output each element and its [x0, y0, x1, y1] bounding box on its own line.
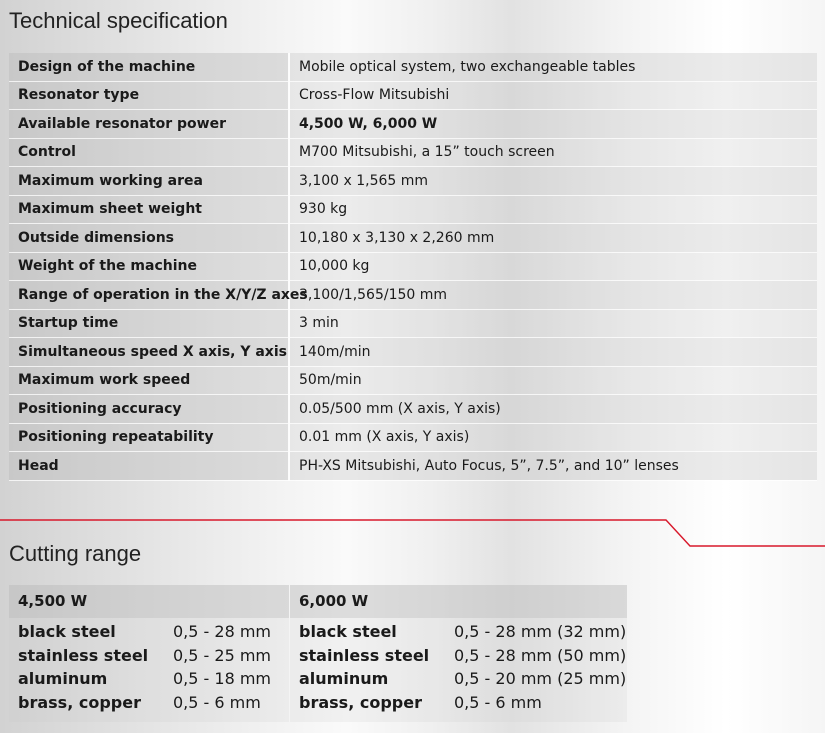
spec-row-sheet-weight — [9, 195, 817, 224]
spec-label: Maximum work speed — [9, 366, 289, 395]
spec-value: 10,180 x 3,130 x 2,260 mm — [289, 224, 817, 253]
material-label: aluminum — [299, 669, 389, 688]
material-label: brass, copper — [18, 692, 141, 712]
range-value: 0,5 - 6 mm — [173, 692, 261, 712]
spec-value: 10,000 kg — [289, 252, 817, 281]
material-label: stainless steel — [18, 645, 149, 665]
spec-row-simultaneous-speed — [9, 338, 817, 367]
spec-row-work-speed — [9, 366, 817, 395]
cutting-header-4500w: 4,500 W — [9, 585, 289, 618]
spec-row-outside-dimensions — [9, 224, 817, 253]
cutting-row — [290, 620, 627, 644]
spec-label: Control — [9, 138, 289, 167]
spec-value: 930 kg — [289, 195, 817, 224]
cutting-rows-6000w — [290, 618, 627, 722]
spec-value: 0.01 mm (X axis, Y axis) — [289, 423, 817, 452]
cutting-row — [290, 644, 627, 668]
spec-label: Maximum sheet weight — [9, 195, 289, 224]
range-value: 0,5 - 28 mm — [173, 622, 272, 641]
cutting-row — [9, 667, 289, 691]
spec-label: Head — [9, 452, 289, 481]
spec-value: 0.05/500 mm (X axis, Y axis) — [289, 395, 817, 424]
spec-label: Maximum working area — [9, 167, 289, 196]
spec-row-positioning-repeatability — [9, 423, 817, 452]
spec-label: Positioning repeatability — [9, 423, 289, 452]
spec-value: 140m/min — [289, 338, 817, 367]
spec-label: Range of operation in the X/Y/Z axes — [9, 281, 289, 310]
spec-value: 3,100 x 1,565 mm — [289, 167, 817, 196]
spec-value: PH-XS Mitsubishi, Auto Focus, 5”, 7.5”, and 10” lenses — [289, 452, 817, 481]
material-label: stainless steel — [299, 645, 430, 665]
spec-value: 4,500 W, 6,000 W — [289, 110, 817, 139]
spec-row-machine-weight — [9, 252, 817, 281]
cutting-range-title: Cutting range — [9, 541, 142, 566]
range-value: 0,5 - 6 mm — [454, 692, 542, 712]
range-value: 0,5 - 25 mm — [173, 645, 272, 665]
range-value: 0,5 - 28 mm (50 mm) — [454, 645, 627, 665]
cutting-table-4500w — [9, 585, 289, 722]
spec-row-design — [9, 53, 817, 81]
spec-label: Resonator type — [9, 81, 289, 110]
spec-row-head — [9, 452, 817, 481]
spec-row-positioning-accuracy — [9, 395, 817, 424]
spec-value: 3 min — [289, 309, 817, 338]
range-value: 0,5 - 20 mm (25 mm) — [454, 669, 627, 688]
spec-value: 3,100/1,565/150 mm — [289, 281, 817, 310]
spec-table — [9, 53, 817, 481]
technical-specification-title: Technical specification — [9, 8, 228, 33]
spec-row-range-of-operation — [9, 281, 817, 310]
spec-row-working-area — [9, 167, 817, 196]
spec-value: M700 Mitsubishi, a 15” touch screen — [289, 138, 817, 167]
spec-row-resonator-type — [9, 81, 817, 110]
cutting-row — [9, 691, 289, 715]
material-label: brass, copper — [299, 692, 422, 712]
spec-label: Simultaneous speed X axis, Y axis — [9, 338, 289, 367]
spec-row-resonator-power — [9, 110, 817, 139]
cutting-row — [9, 620, 289, 644]
range-value: 0,5 - 18 mm — [173, 669, 272, 688]
material-label: black steel — [18, 622, 116, 641]
cutting-header-6000w: 6,000 W — [290, 585, 627, 618]
spec-label: Outside dimensions — [9, 224, 289, 253]
spec-label: Weight of the machine — [9, 252, 289, 281]
spec-value: Cross-Flow Mitsubishi — [289, 81, 817, 110]
cutting-row — [290, 691, 627, 715]
cutting-row — [290, 667, 627, 691]
spec-label: Design of the machine — [9, 53, 289, 81]
cutting-row — [9, 644, 289, 668]
spec-row-startup-time — [9, 309, 817, 338]
material-label: black steel — [299, 622, 397, 641]
spec-value: 50m/min — [289, 366, 817, 395]
spec-row-control — [9, 138, 817, 167]
range-value: 0,5 - 28 mm (32 mm) — [454, 622, 627, 641]
cutting-table-6000w — [290, 585, 627, 722]
spec-value: Mobile optical system, two exchangeable tables — [289, 53, 817, 81]
spec-label: Startup time — [9, 309, 289, 338]
spec-label: Positioning accuracy — [9, 395, 289, 424]
material-label: aluminum — [18, 669, 108, 688]
cutting-rows-4500w — [9, 618, 289, 722]
spec-label: Available resonator power — [9, 110, 289, 139]
